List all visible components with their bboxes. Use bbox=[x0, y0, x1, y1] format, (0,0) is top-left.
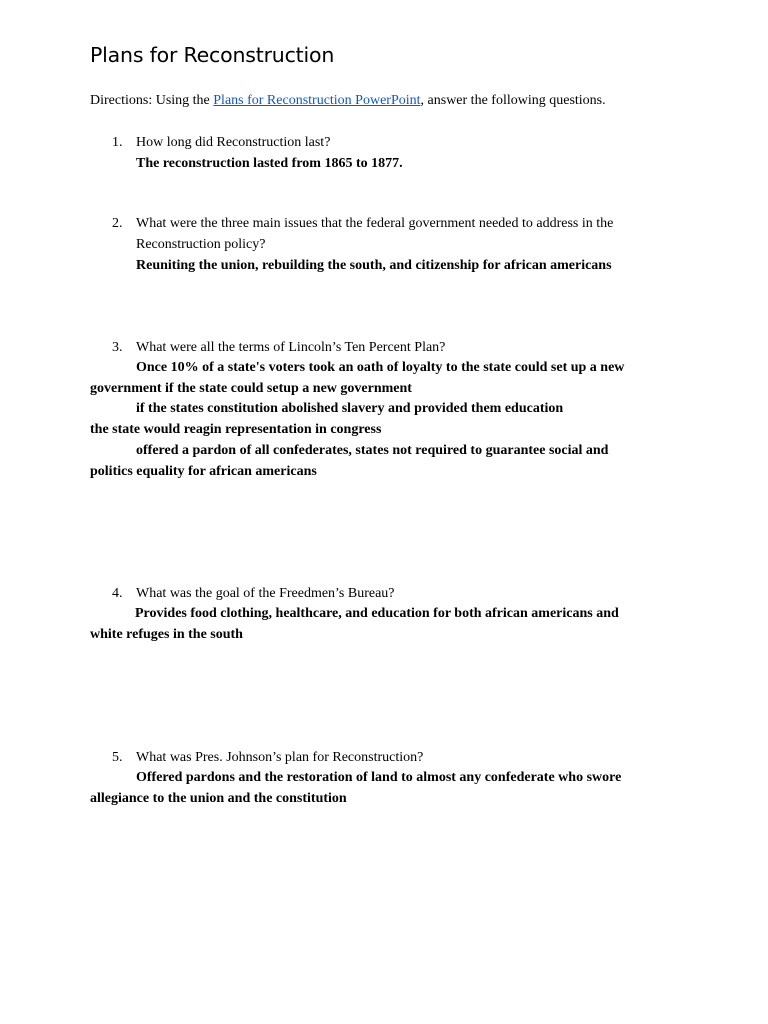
answer-1-line-1: The reconstruction lasted from 1865 to 1877. bbox=[136, 156, 403, 171]
answer-5-line-2: allegiance to the union and the constitution bbox=[90, 790, 347, 806]
question-5 bbox=[112, 748, 696, 769]
question-2-text: What were the three main issues that the federal government needed to address in the Reconstruction policy? bbox=[136, 216, 614, 252]
answer-3-line-6: politics equality for african americans bbox=[90, 463, 317, 479]
answer-4-line-1: Provides food clothing, healthcare, and education for both african americans and bbox=[135, 606, 619, 621]
question-1-number: 1. bbox=[112, 135, 123, 150]
question-4-number: 4. bbox=[112, 586, 123, 601]
question-2-number: 2. bbox=[112, 216, 123, 231]
question-4-text: What was the goal of the Freedmen’s Bureau? bbox=[136, 586, 395, 601]
question-3 bbox=[112, 338, 696, 359]
answer-4 bbox=[90, 604, 680, 645]
answer-2 bbox=[90, 256, 680, 277]
answer-2-line-1: Reuniting the union, rebuilding the south, and citizenship for african americans bbox=[136, 258, 612, 273]
page-title: Plans for Reconstruction bbox=[90, 43, 335, 67]
answer-4-line-2: white refuges in the south bbox=[90, 626, 243, 642]
answer-5 bbox=[90, 768, 680, 809]
question-5-text: What was Pres. Johnson’s plan for Reconstruction? bbox=[136, 750, 424, 765]
question-4 bbox=[112, 584, 696, 605]
powerpoint-link[interactable]: Plans for Reconstruction PowerPoint bbox=[213, 93, 421, 108]
answer-5-line-1: Offered pardons and the restoration of land to almost any confederate who swore bbox=[136, 770, 622, 785]
answer-3-line-5: offered a pardon of all confederates, states not required to guarantee social and bbox=[136, 442, 609, 458]
answer-3 bbox=[90, 358, 680, 482]
question-1-text: How long did Reconstruction last? bbox=[136, 135, 331, 150]
question-2 bbox=[112, 214, 696, 256]
question-5-number: 5. bbox=[112, 750, 123, 765]
answer-3-line-2: government if the state could setup a new government bbox=[90, 380, 412, 396]
question-3-number: 3. bbox=[112, 340, 123, 355]
answer-3-line-4: the state would reagin representation in congress bbox=[90, 422, 382, 438]
answer-3-line-3: if the states constitution abolished slavery and provided them education bbox=[136, 401, 564, 417]
directions-text bbox=[90, 93, 606, 109]
answer-3-line-1: Once 10% of a state's voters took an oath of loyalty to the state could set up a new bbox=[136, 360, 625, 375]
question-3-text: What were all the terms of Lincoln’s Ten Percent Plan? bbox=[136, 340, 446, 355]
directions-prefix: Directions: Using the bbox=[90, 93, 214, 108]
question-1 bbox=[112, 133, 696, 154]
directions-suffix: , answer the following questions. bbox=[420, 93, 606, 108]
answer-1 bbox=[90, 154, 680, 175]
